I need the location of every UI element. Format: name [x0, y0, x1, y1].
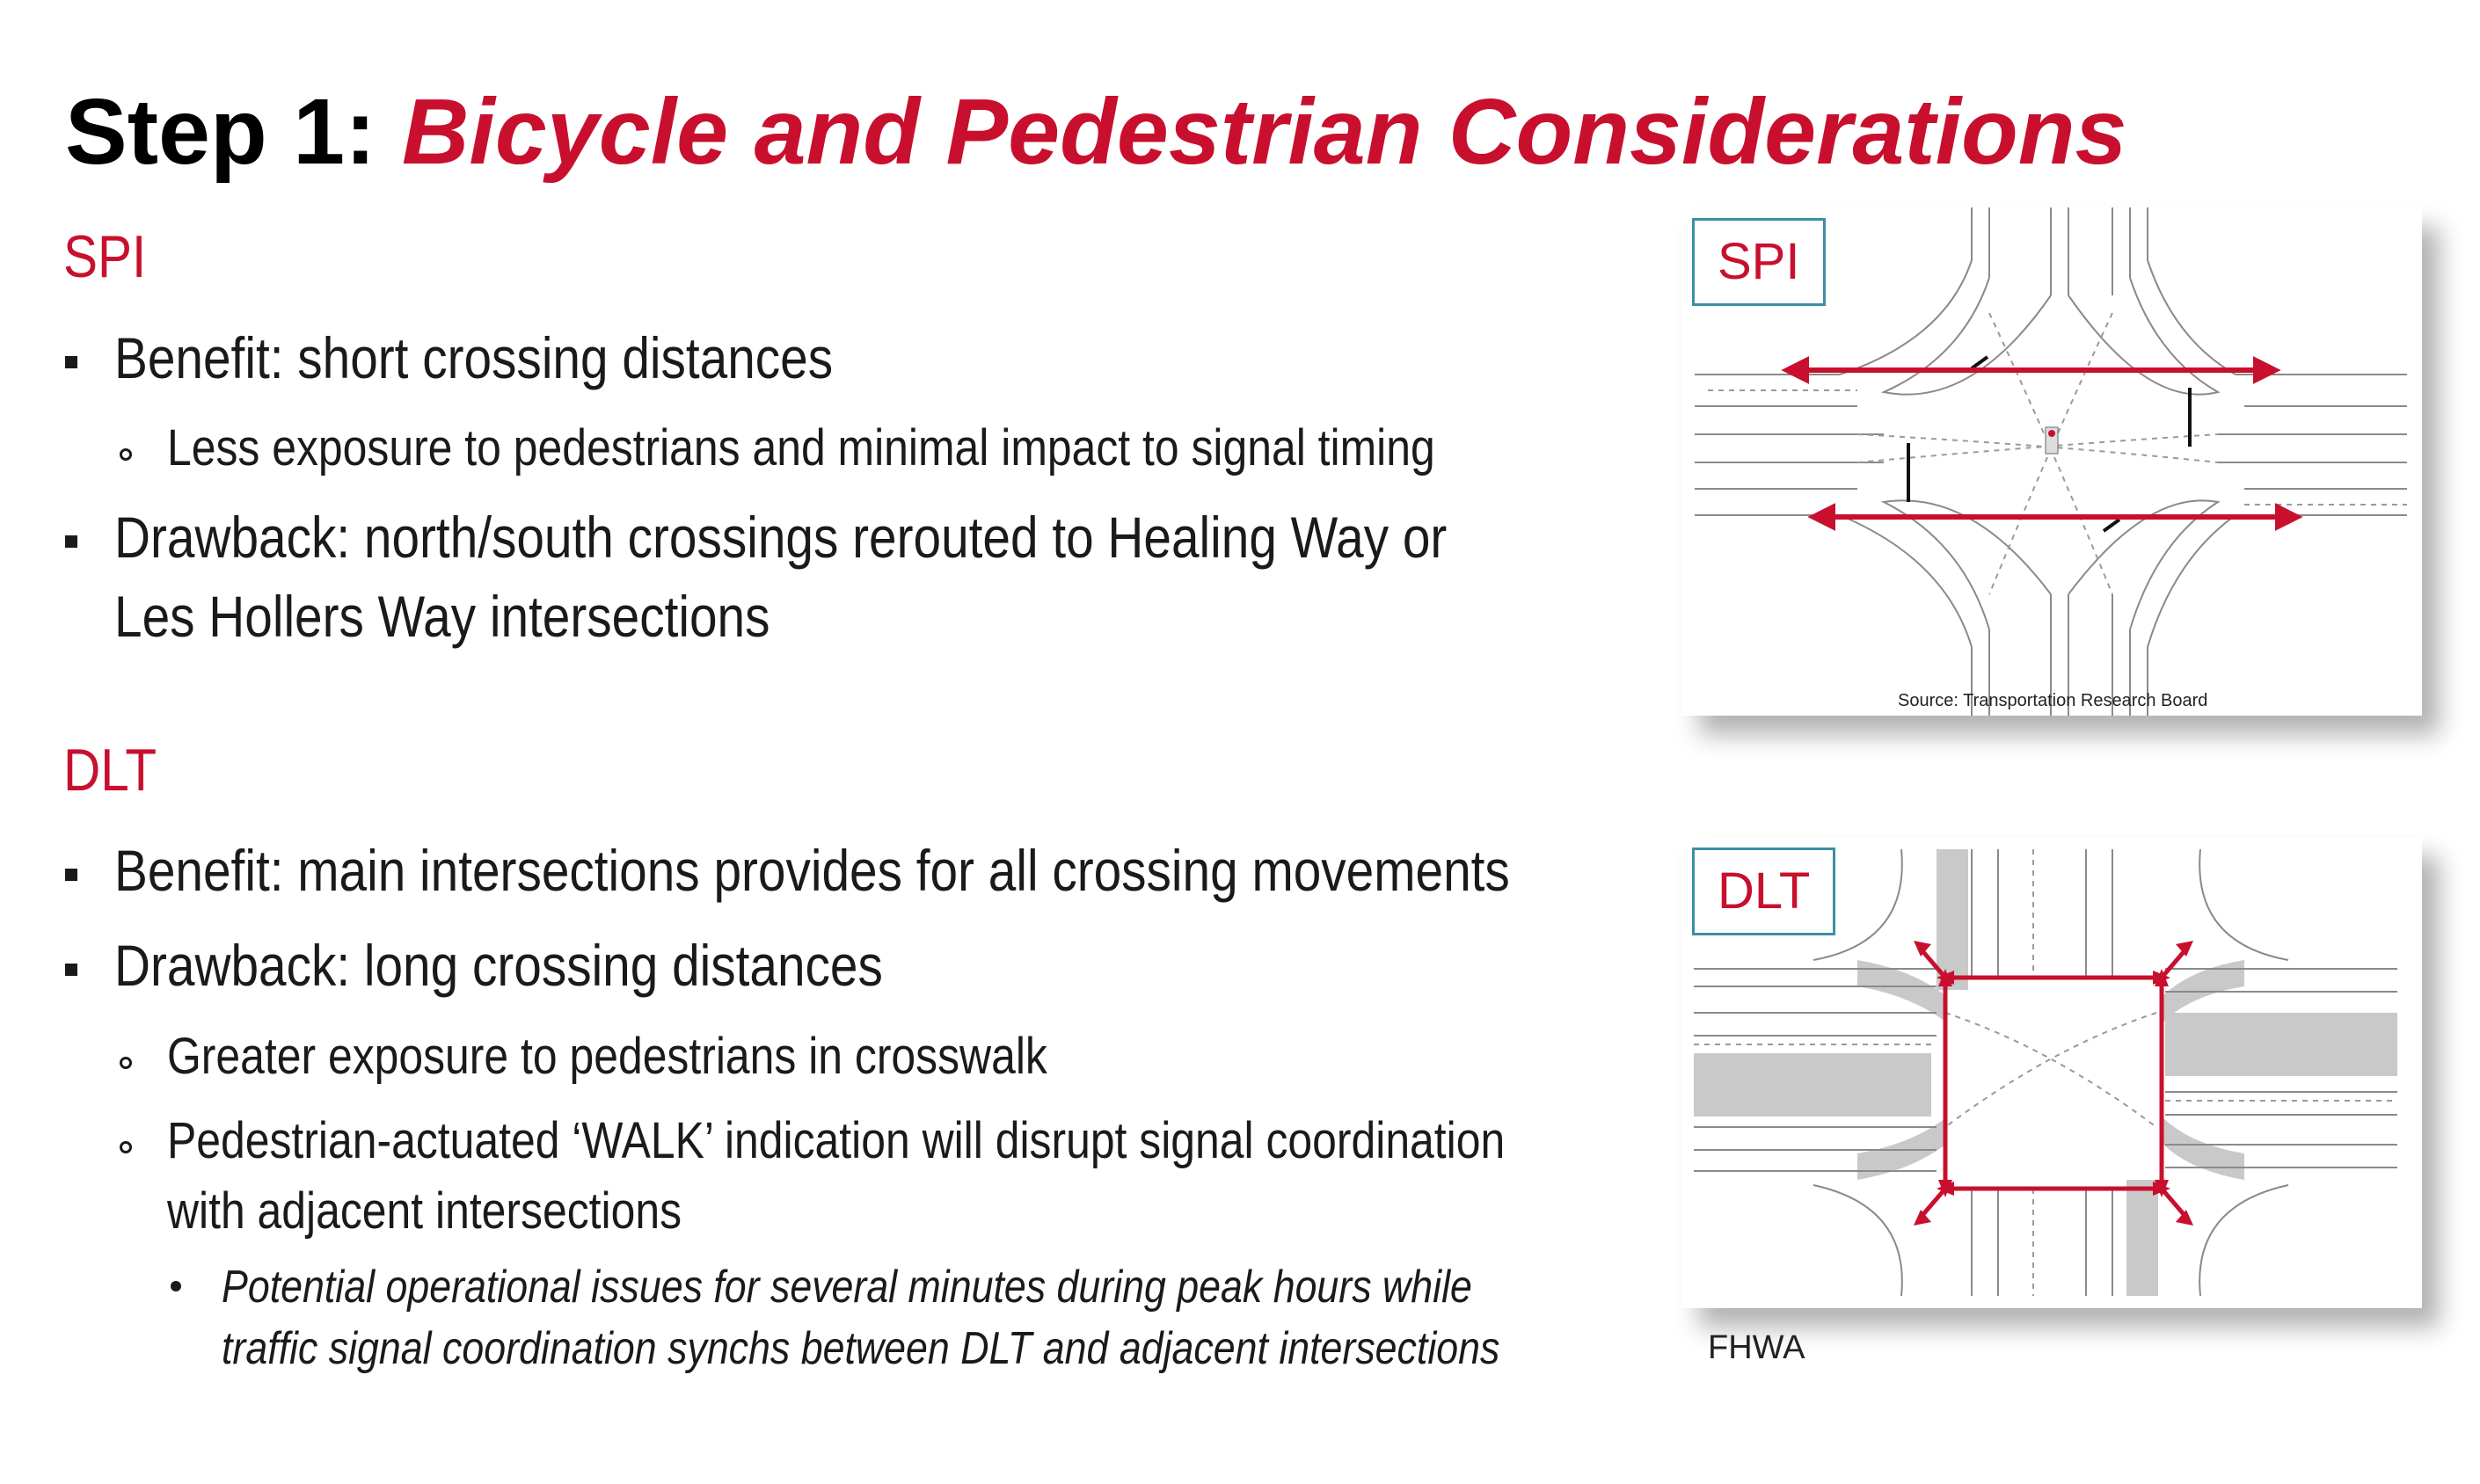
dot-bullet-icon — [171, 1281, 181, 1291]
square-bullet-icon — [65, 869, 77, 881]
circle-bullet-icon — [120, 448, 132, 461]
dlt-figure-label: DLT — [1692, 847, 1835, 935]
dlt-note-line1: Potential operational issues for several minutes during peak hours while — [222, 1262, 1472, 1313]
dlt-note-line2: traffic signal coordination synchs between DLT and adjacent intersections — [222, 1323, 1500, 1374]
dlt-drawback-sub-1: Greater exposure to pedestrians in crosswalk — [167, 1028, 1047, 1085]
square-bullet-icon — [65, 356, 77, 368]
dlt-drawback-sub-2-line2: with adjacent intersections — [167, 1182, 682, 1240]
circle-bullet-icon — [120, 1057, 132, 1069]
slide-title — [65, 81, 2126, 183]
dlt-benefit: Benefit: main intersections provides for all crossing movements — [114, 838, 1510, 903]
spi-drawback-line2: Les Hollers Way intersections — [114, 584, 770, 649]
square-bullet-icon — [65, 964, 77, 976]
spi-figure-source: Source: Transportation Research Board — [1898, 691, 2208, 710]
dlt-drawback-sub-2-line1: Pedestrian-actuated ‘WALK’ indication will disrupt signal coordination — [167, 1112, 1506, 1169]
spi-figure-label: SPI — [1692, 218, 1826, 306]
square-bullet-icon — [65, 535, 77, 548]
spi-benefit-sub: Less exposure to pedestrians and minimal impact to signal timing — [167, 419, 1435, 476]
dlt-drawback: Drawback: long crossing distances — [114, 933, 883, 998]
spi-benefit: Benefit: short crossing distances — [114, 325, 834, 390]
circle-bullet-icon — [120, 1141, 132, 1153]
spi-figure — [1681, 207, 2422, 716]
dlt-heading: DLT — [63, 737, 157, 804]
spi-drawback-line1: Drawback: north/south crossings rerouted to Healing Way or — [114, 505, 1448, 570]
title-prefix: Step 1: — [65, 80, 402, 184]
spi-heading: SPI — [63, 223, 147, 290]
title-emphasis: Bicycle and Pedestrian Considerations — [401, 80, 2127, 184]
dlt-figure-credit: FHWA — [1708, 1329, 1805, 1366]
dlt-figure — [1681, 837, 2422, 1308]
